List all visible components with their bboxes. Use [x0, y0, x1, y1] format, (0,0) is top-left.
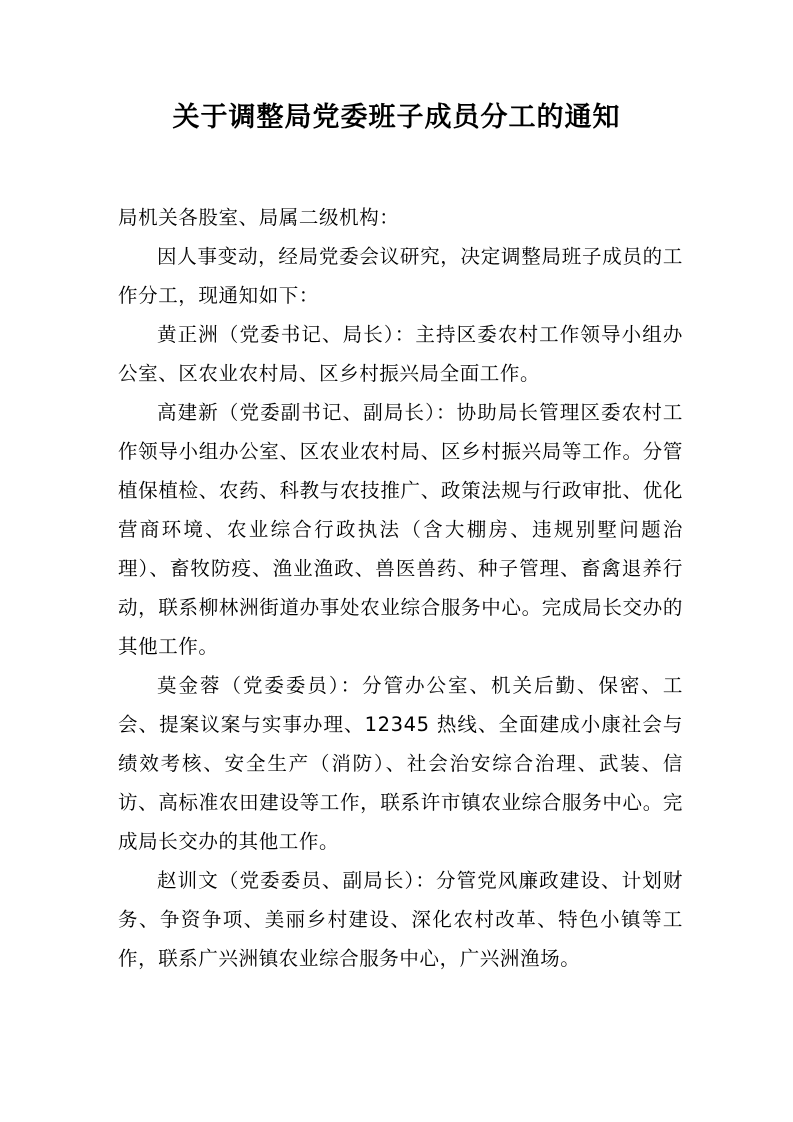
- paragraph-member-mojinrong: 莫金蓉（党委委员）：分管办公室、机关后勤、保密、工会、提案议案与实事办理、12345 热线、全面建成小康社会与绩效考核、安全生产（消防）、社会治安综合治理、武装、信访、高标准农田建设等工作，联系许市镇农业综合服务中心。完成局长交办的其他工作。: [118, 674, 683, 854]
- paragraph-preamble: 因人事变动，经局党委会议研究，决定调整局班子成员的工作分工，现通知如下：: [118, 245, 683, 308]
- paragraph-member-zhaoxunwen: 赵训文（党委委员、副局长）：分管党风廉政建设、计划财务、争资争项、美丽乡村建设、深化农村改革、特色小镇等工作，联系广兴洲镇农业综合服务中心，广兴洲渔场。: [118, 869, 683, 971]
- document-body: [0, 136, 793, 978]
- paragraph-member-huangzhengzhou: 黄正洲（党委书记、局长）：主持区委农村工作领导小组办公室、区农业农村局、区乡村振兴局全面工作。: [118, 323, 683, 386]
- page-title: 关于调整局党委班子成员分工的通知: [172, 102, 621, 133]
- paragraph-member-gaojianxin: 高建新（党委副书记、副局长）：协助局长管理区委农村工作领导小组办公室、区农业农村局、区乡村振兴局等工作。分管植保植检、农药、科教与农技推广、政策法规与行政审批、优化营商环境、农业综合行政执法（含大棚房、违规别墅问题治理）、畜牧防疫、渔业渔政、兽医兽药、种子管理、畜禽退养行动，联系柳林洲街道办事处农业综合服务中心。完成局长交办的其他工作。: [118, 401, 683, 659]
- paragraph-addressee: 局机关各股室、局属二级机构：: [118, 206, 400, 230]
